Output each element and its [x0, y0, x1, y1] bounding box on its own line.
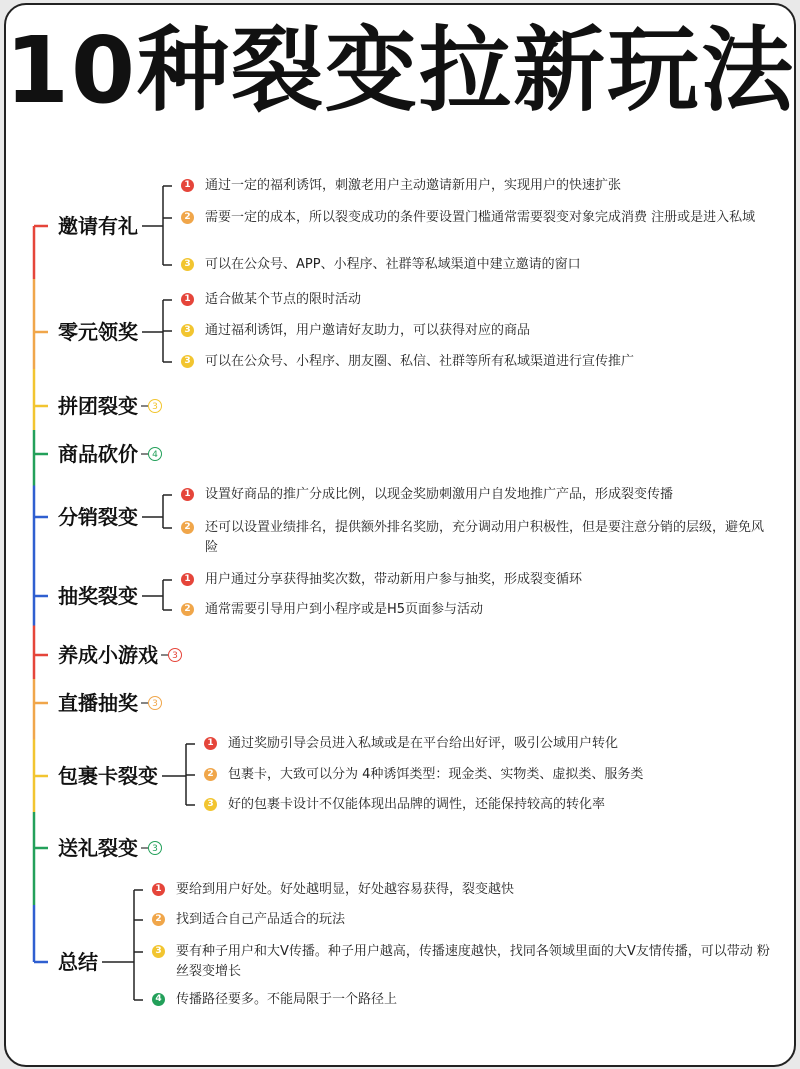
item-number-badge: 4 — [152, 993, 165, 1006]
category-label: 邀请有礼 — [58, 214, 138, 238]
category-label: 总结 — [58, 950, 98, 974]
category-label: 抽奖裂变 — [58, 584, 138, 608]
item-number-badge: 2 — [181, 603, 194, 616]
item-text: 好的包裹卡设计不仅能体现出品牌的调性，还能保持较高的转化率 — [228, 797, 606, 812]
category-count-badge: 3 — [168, 648, 182, 662]
item-number-badge: 2 — [181, 211, 194, 224]
category-label: 拼团裂变 — [58, 394, 138, 418]
item-text: 还可以设置业绩排名，提供额外排名奖励，充分调动用户积极性，但是要注意分销的层级，避免风险 — [205, 520, 765, 555]
item-number-badge: 2 — [152, 913, 165, 926]
category-label: 养成小游戏 — [58, 643, 158, 667]
item-text: 包裹卡，大致可以分为 4种诱饵类型：现金类、实物类、虚拟类、服务类 — [228, 767, 644, 782]
item-number-badge: 1 — [181, 293, 194, 306]
item-text: 要给到用户好处。好处越明显，好处越容易获得，裂变越快 — [176, 882, 515, 897]
item-text: 可以在公众号、小程序、朋友圈、私信、社群等所有私域渠道进行宣传推广 — [205, 354, 635, 369]
category-count-badge: 4 — [148, 447, 162, 461]
category-label: 分销裂变 — [58, 505, 138, 529]
category-count-badge: 3 — [148, 841, 162, 855]
item-number-badge: 1 — [181, 179, 194, 192]
item-text: 通过一定的福利诱饵，刺激老用户主动邀请新用户，实现用户的快速扩张 — [205, 178, 622, 193]
item-text: 设置好商品的推广分成比例，以现金奖励刺激用户自发地推广产品，形成裂变传播 — [205, 487, 674, 502]
item-number-badge: 1 — [181, 488, 194, 501]
item-number-badge: 3 — [181, 258, 194, 271]
category-count-badge: 3 — [148, 399, 162, 413]
item-text: 通过奖励引导会员进入私域或是在平台给出好评，吸引公域用户转化 — [228, 736, 619, 751]
item-text: 传播路径要多。不能局限于一个路径上 — [176, 992, 398, 1007]
category-label: 送礼裂变 — [58, 836, 138, 860]
item-text: 通过福利诱饵，用户邀请好友助力，可以获得对应的商品 — [205, 323, 531, 338]
item-text: 需要一定的成本，所以裂变成功的条件要设置门槛通常需要裂变对象完成消费 注册或是进入私域 — [205, 210, 756, 225]
category-label: 直播抽奖 — [58, 691, 138, 715]
item-text: 找到适合自己产品适合的玩法 — [176, 912, 346, 927]
item-text: 通常需要引导用户到小程序或是H5页面参与活动 — [205, 602, 484, 617]
item-number-badge: 1 — [152, 883, 165, 896]
category-label: 商品砍价 — [58, 442, 138, 466]
item-number-badge: 2 — [204, 768, 217, 781]
item-text: 要有种子用户和大V传播。种子用户越高，传播速度越快，找同各领域里面的大V友情传播，可以带动 粉丝裂变增长 — [176, 944, 770, 979]
category-count-badge: 3 — [148, 696, 162, 710]
item-text: 适合做某个节点的限时活动 — [205, 292, 362, 307]
item-text: 用户通过分享获得抽奖次数，带动新用户参与抽奖，形成裂变循环 — [205, 572, 583, 587]
item-number-badge: 2 — [181, 521, 194, 534]
category-label: 包裹卡裂变 — [58, 764, 158, 788]
item-text: 可以在公众号、APP、小程序、社群等私域渠道中建立邀请的窗口 — [205, 257, 581, 272]
item-number-badge: 1 — [181, 573, 194, 586]
item-number-badge: 3 — [181, 324, 194, 337]
item-number-badge: 3 — [181, 355, 194, 368]
category-label: 零元领奖 — [58, 320, 138, 344]
item-number-badge: 3 — [152, 945, 165, 958]
item-number-badge: 1 — [204, 737, 217, 750]
item-number-badge: 3 — [204, 798, 217, 811]
page-title: 10种裂变拉新玩法 — [4, 17, 796, 124]
